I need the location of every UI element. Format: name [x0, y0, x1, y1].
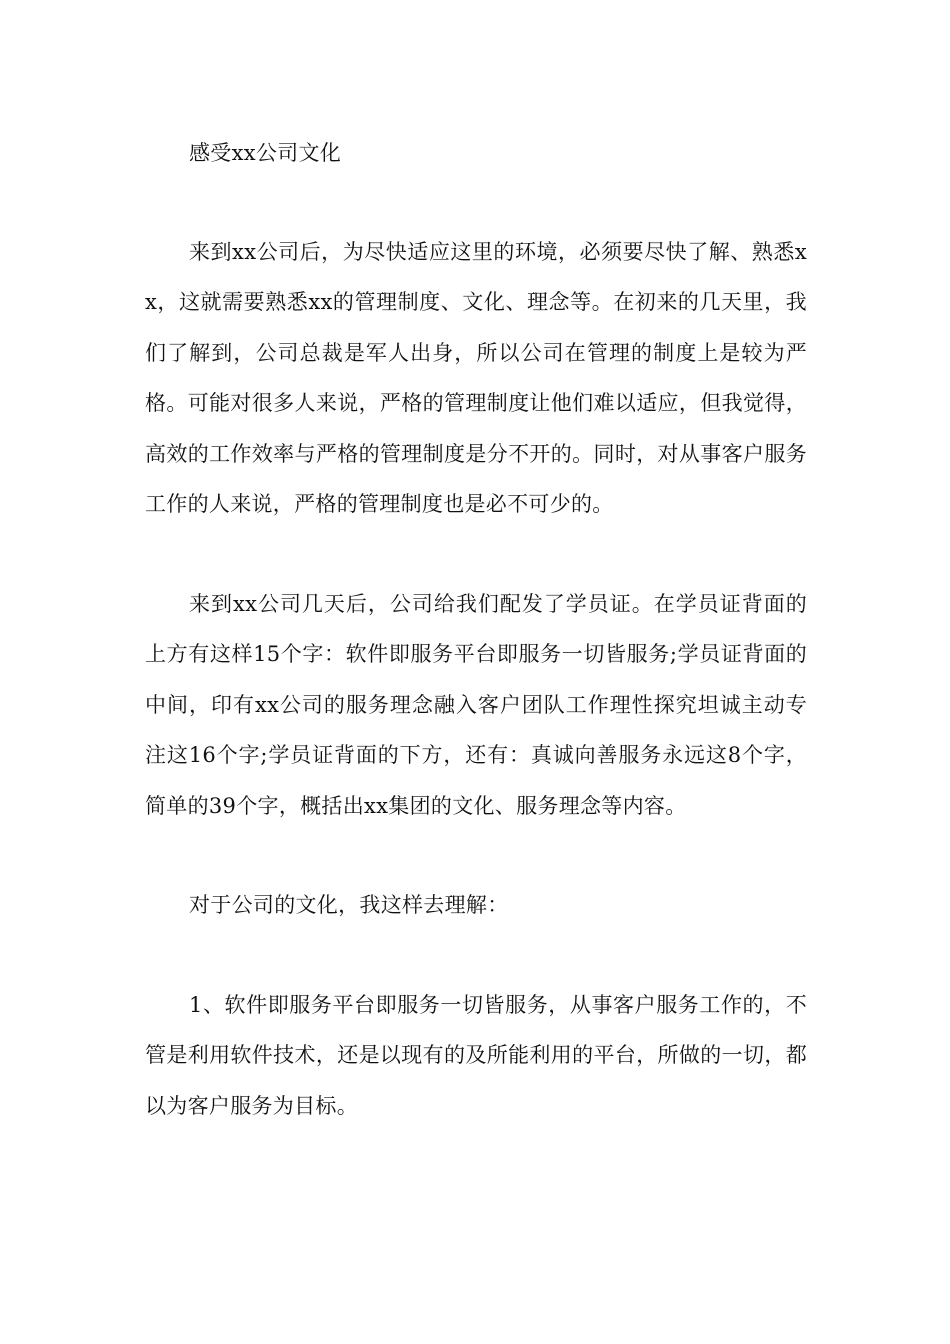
paragraph-3: 对于公司的文化，我这样去理解： [189, 893, 509, 917]
paragraph-1: 来到xx公司后，为尽快适应这里的环境，必须要尽快了解、熟悉xx，这就需要熟悉xx的管理制度、文化、理念等。在初来的几天里，我们了解到，公司总裁是军人出身，所以公司在管理的制度上是较为严格。可能对很多人来说，严格的管理制度让他们难以适应，但我觉得，高效的工作效率与严格的管理制度是分不开的。同时，对从事客户服务工作的人来说，严格的管理制度也是必不可少的。 [145, 239, 807, 516]
document-body [145, 128, 807, 1131]
document-title: 感受xx公司文化 [189, 141, 342, 165]
paragraph-2: 来到xx公司几天后，公司给我们配发了学员证。在学员证背面的上方有这样15个字：软件即服务平台即服务一切皆服务;学员证背面的中间，印有xx公司的服务理念融入客户团队工作理性探究坦诚主动专注这16个字;学员证背面的下方，还有：真诚向善服务永远这8个字，简单的39个字，概括出xx集团的文化、服务理念等内容。 [145, 591, 807, 818]
paragraph-4: 1、软件即服务平台即服务一切皆服务，从事客户服务工作的，不管是利用软件技术，还是以现有的及所能利用的平台，所做的一切，都以为客户服务为目标。 [145, 992, 807, 1118]
